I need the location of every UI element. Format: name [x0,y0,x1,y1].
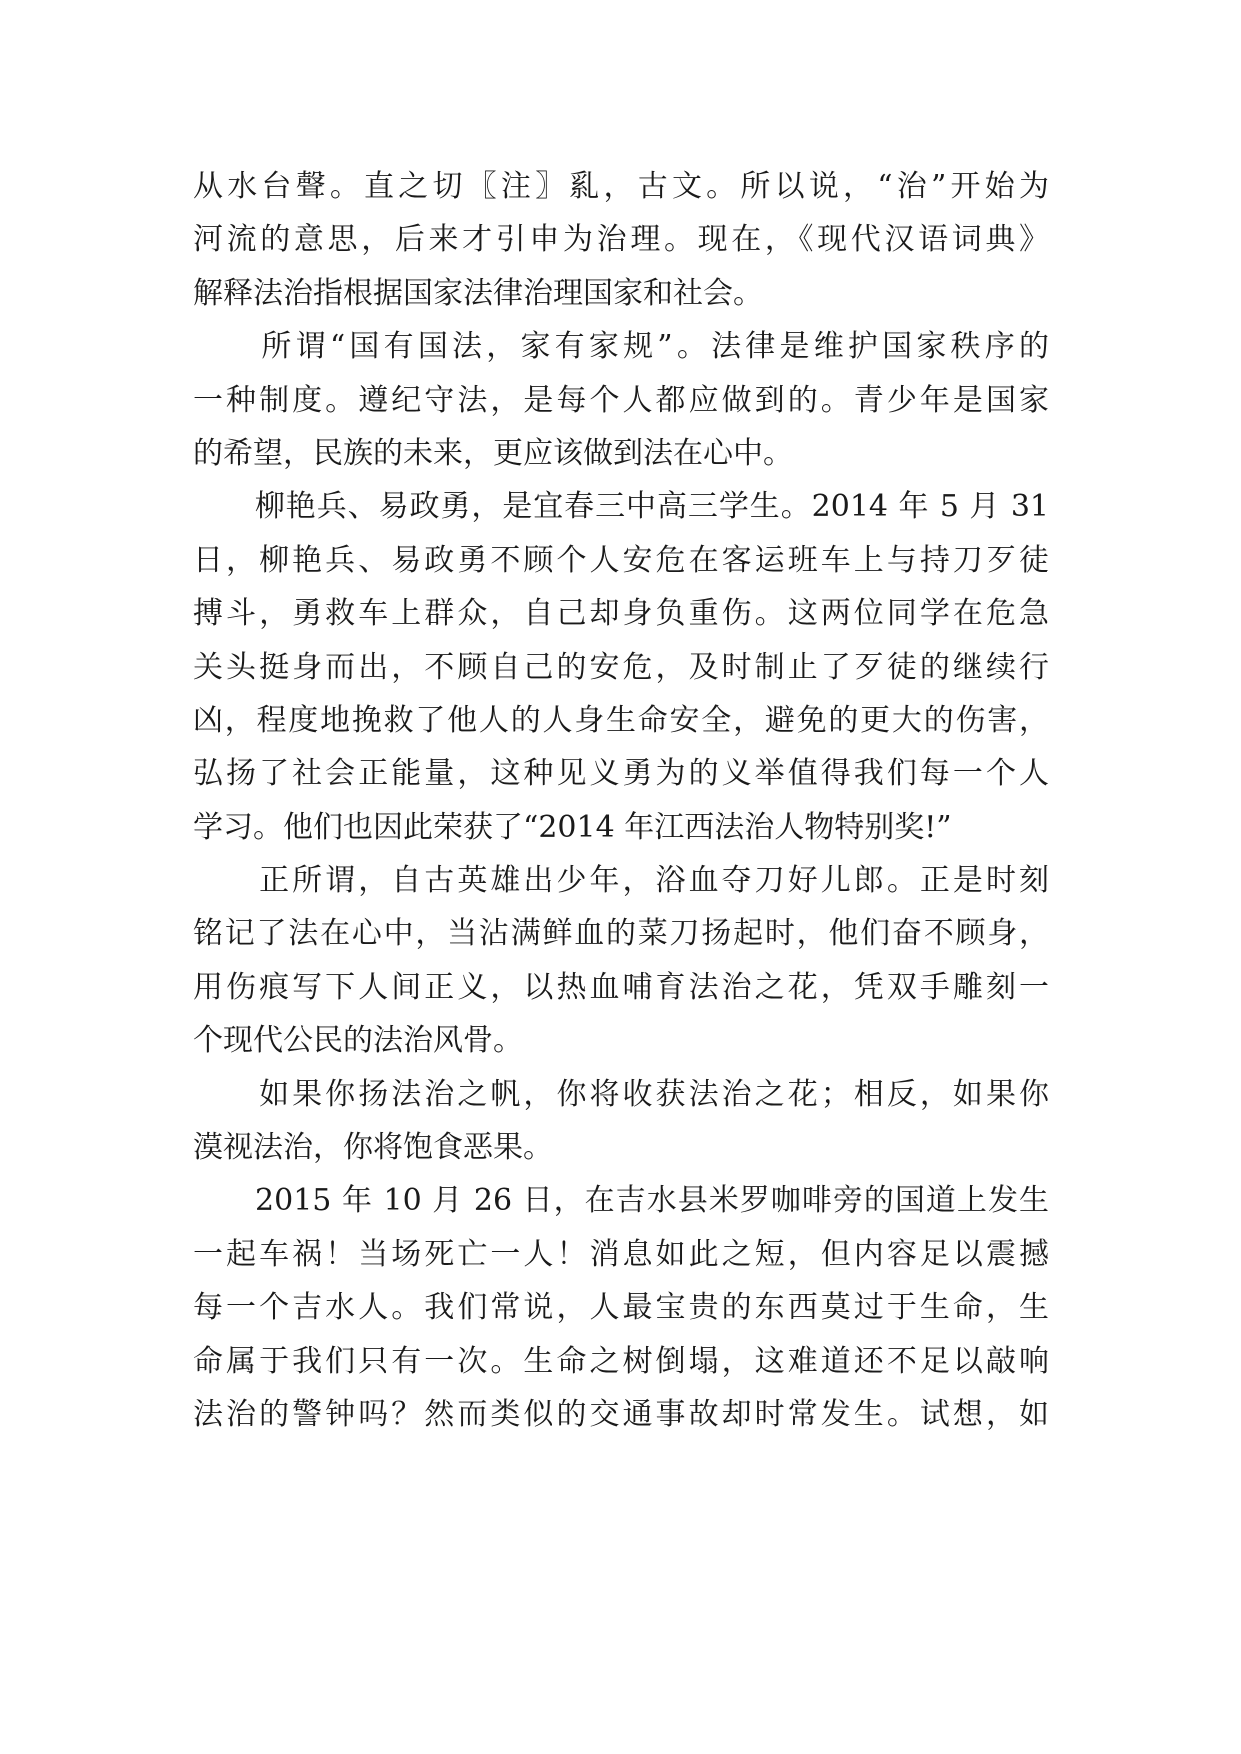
text-line: 凶，程度地挽救了他人的人身生命安全，避免的更大的伤害， [193,702,1049,738]
paragraph [193,854,1049,1068]
text-line: 用伤痕写下人间正义，以热血哺育法治之花，凭双手雕刻一 [193,969,1049,1005]
text-line: 从水台聲。直之切〖注〗乿，古文。所以说，“治”开始为 [193,169,1049,204]
text-line: 学习。他们也因此荣获了“2014 年江西法治人物特别奖!” [193,809,952,845]
text-line: 柳艳兵、易政勇，是宜春三中高三学生。2014 年 5 月 31 [193,489,1049,525]
text-line: 弘扬了社会正能量，这种见义勇为的义举值得我们每一个人 [193,756,1049,792]
text-line: 个现代公民的法治风骨。 [193,1023,523,1059]
text-line: 解释法治指根据国家法律治理国家和社会。 [193,275,763,311]
text-line: 的希望，民族的未来，更应该做到法在心中。 [193,435,793,471]
text-line: 如果你扬法治之帆，你将收获法治之花；相反，如果你 [193,1076,1049,1112]
text-line: 法治的警钟吗？然而类似的交通事故却时常发生。试想，如 [193,1396,1049,1432]
text-line: 日，柳艳兵、易政勇不顾个人安危在客运班车上与持刀歹徒 [193,542,1049,578]
paragraph [193,1174,1049,1441]
text-line: 搏斗，勇救车上群众，自己却身负重伤。这两位同学在危急 [193,596,1049,632]
text-line: 一种制度。遵纪守法，是每个人都应做到的。青少年是国家 [193,382,1049,418]
text-line: 漠视法治，你将饱食恶果。 [193,1130,553,1166]
body-text [193,160,1049,1441]
text-line: 所谓“国有国法，家有家规”。法律是维护国家秩序的 [193,329,1049,365]
text-line: 关头挺身而出，不顾自己的安危，及时制止了歹徒的继续行 [193,649,1049,685]
paragraph [193,1068,1049,1175]
text-line: 命属于我们只有一次。生命之树倒塌，这难道还不足以敲响 [193,1343,1049,1379]
paragraph [193,320,1049,480]
text-line: 铭记了法在心中，当沾满鲜血的菜刀扬起时，他们奋不顾身， [193,916,1049,952]
paragraph [193,480,1049,854]
paragraph [193,160,1049,320]
text-line: 正所谓，自古英雄出少年，浴血夺刀好儿郎。正是时刻 [193,863,1049,899]
text-line: 2015 年 10 月 26 日，在吉水县米罗咖啡旁的国道上发生 [193,1183,1049,1219]
text-line: 每一个吉水人。我们常说，人最宝贵的东西莫过于生命，生 [193,1290,1049,1326]
text-line: 河流的意思，后来才引申为治理。现在，《现代汉语词典》 [193,222,1049,258]
text-line: 一起车祸！当场死亡一人！消息如此之短，但内容足以震撼 [193,1236,1049,1272]
